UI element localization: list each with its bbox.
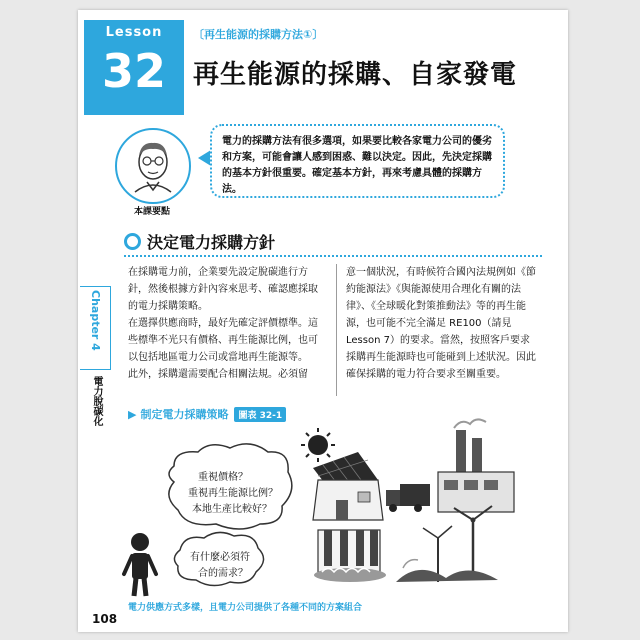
chapter-label: Chapter 4 <box>89 290 102 351</box>
strategy-illustration <box>78 410 568 600</box>
key-point-box <box>210 124 505 198</box>
wind-turbine-icon <box>396 506 498 582</box>
page-title: 再生能源的採購、自家發電 <box>193 60 518 90</box>
book-page <box>78 10 568 632</box>
paragraph: 意一個狀況，有時候符合國內法規例如《節約能源法》《與能源使用合理化有關的法律》、《全球暖化對策推動法》等的再生能源，也可能不完全滿足 RE100（請見 Lesson 7）的要求。當然，按照客戶要求採購再生能源時也可能碰到上述狀況。因此確保採購的電力符合要求至關重要。 <box>346 267 536 380</box>
paragraph: 此外，採購還需要配合相關法規。必須留 <box>128 369 308 380</box>
lesson-label: Lesson <box>105 25 163 40</box>
sun-icon <box>301 428 335 462</box>
bubble-line: 合的需求？ <box>198 568 248 579</box>
bubble-line: 重視價格？ <box>198 472 248 483</box>
paragraph: 在選擇供應商時，最好先確定評價標準。這些標準不光只有價格、再生能源比例，也可以包括地區電力公司或當地再生能源等。 <box>128 318 318 363</box>
man-face-icon <box>117 130 189 202</box>
author-avatar <box>115 128 191 204</box>
body-column-left <box>128 264 318 383</box>
chapter-topic: 電力脫碳化 <box>91 376 102 426</box>
hydro-dam-icon <box>314 530 386 582</box>
page-number: 108 <box>92 612 118 626</box>
thought-bubble-2 <box>174 532 263 585</box>
section-title-text: 決定電力採購方針 <box>147 233 276 252</box>
factory-icon <box>386 419 514 512</box>
figure-caption: 電力供應方式多樣，且電力公司提供了各種不同的方案組合 <box>128 603 363 613</box>
bubble-line: 重視再生能源比例？ <box>188 488 278 499</box>
key-point-text: 電力的採購方法有很多選項，如果要比較各家電力公司的優劣和方案，可能會讓人感到困惑、難以決定。因此，先決定採購的基本方針很重要。確定基本方針，再來考慮具體的採購方法。 <box>222 136 492 195</box>
thought-bubble-1 <box>169 444 292 529</box>
solar-house-icon <box>313 452 383 520</box>
lesson-subtitle: 〔再生能源的採購方法①〕 <box>193 28 324 41</box>
ring-bullet-icon <box>124 233 141 250</box>
paragraph: 在採購電力前，企業要先設定脫碳進行方針，然後根據方針內容來思考、確認應採取的電力採購策略。 <box>128 267 318 312</box>
body-column-right <box>346 264 536 383</box>
key-point-label: 本課要點 <box>133 207 170 217</box>
bubble-line: 有什麼必須符 <box>190 552 250 563</box>
lesson-badge <box>84 20 184 115</box>
section-divider <box>124 255 542 257</box>
figure-badge: 圖表 32-1 <box>234 407 286 422</box>
bubble-line: 本地生產比較好？ <box>192 504 272 515</box>
lesson-number: 32 <box>101 44 166 98</box>
person-icon <box>124 533 156 596</box>
figure-title-text: 制定電力採購策略 <box>140 408 229 421</box>
section-heading <box>124 230 275 253</box>
column-divider <box>336 264 337 396</box>
triangle-bullet-icon: ▶ <box>128 408 137 421</box>
